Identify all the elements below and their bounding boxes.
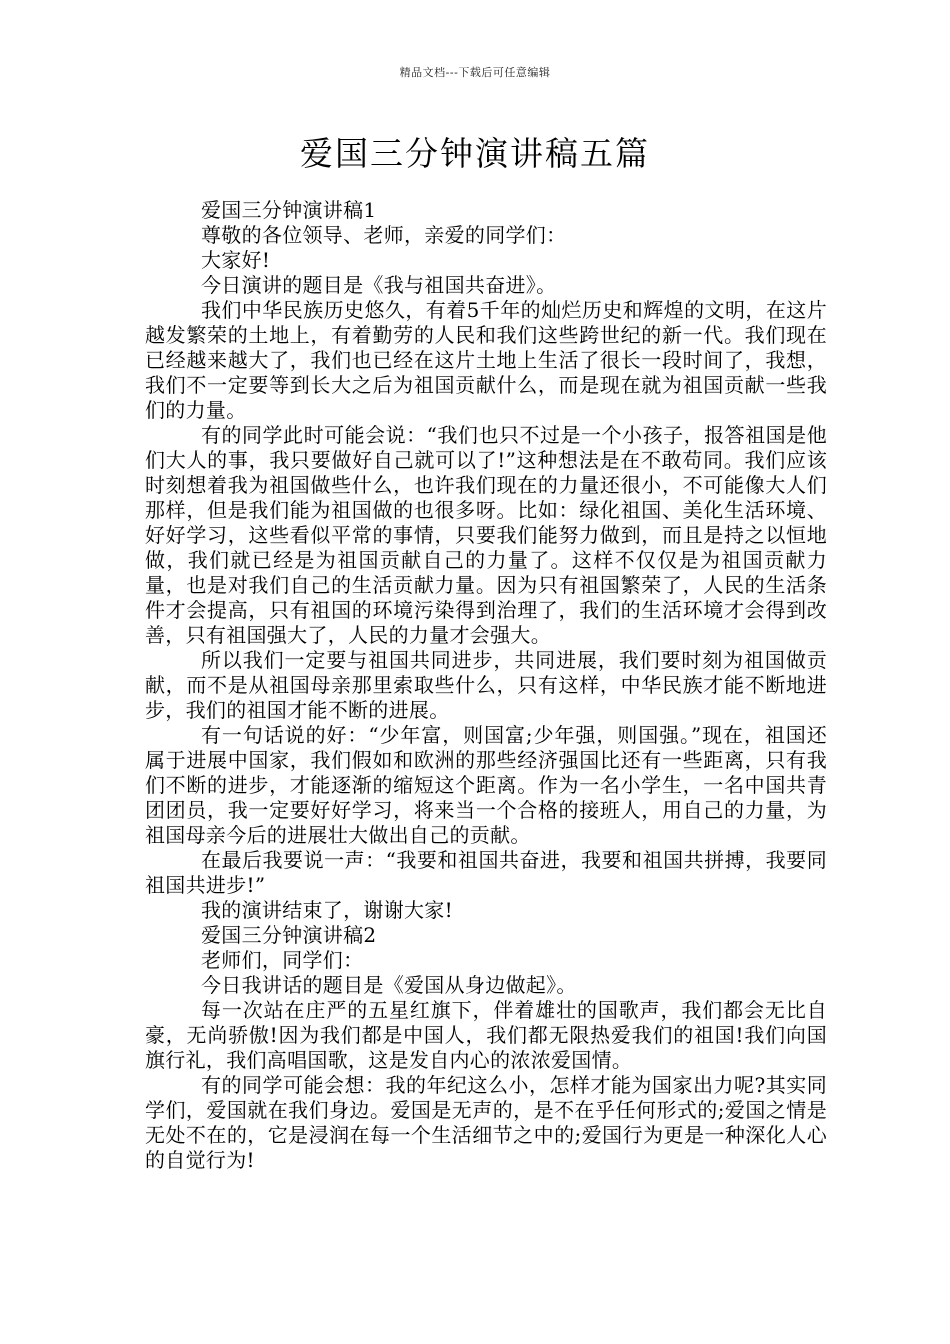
speech-1-topic: 今日演讲的题目是《我与祖国共奋进》。	[201, 273, 557, 297]
body-paragraph: 有的同学可能会想：我的年纪这么小，怎样才能为国家出力呢?其实同学们，爱国就在我们身边。爱国是无声的，是不在乎任何形式的;爱国之情是无处不在的，它是浸润在每一个生活细节之中的;爱国行为更是一种深化人心的自觉行为!	[145, 1073, 827, 1172]
body-paragraph: 有一句话说的好：“少年富，则国富;少年强，则国强。”现在，祖国还属于进展中国家，我们假如和欧洲的那些经济强国比还有一些距离，只有我们不断的进步，才能逐渐的缩短这个距离。作为一名小学生，一名中国共青团团员，我一定要好好学习，将来当一个合格的接班人，用自己的力量，为祖国母亲今后的进展壮大做出自己的贡献。	[145, 723, 827, 847]
body-paragraph: 有的同学此时可能会说：“我们也只不过是一个小孩子，报答祖国是他们大人的事，我只要做好自己就可以了!”这种想法是在不敢苟同。我们应该时刻想着我为祖国做些什么，也许我们现在的力量还很小，不可能像大人们那样，但是我们能为祖国做的也很多呀。比如：绿化祖国、美化生活环境、好好学习，这些看似平常的事情，只要我们能努力做到，而且是持之以恒地做，我们就已经是为祖国贡献自己的力量了。这样不仅仅是为祖国贡献力量，也是对我们自己的生活贡献力量。因为只有祖国繁荣了，人民的生活条件才会提高，只有祖国的环境污染得到治理了，我们的生活环境才会得到改善，只有祖国强大了，人民的力量才会强大。	[145, 423, 827, 647]
speech-2-heading: 爱国三分钟演讲稿2	[201, 923, 377, 947]
body-paragraph: 所以我们一定要与祖国共同进步，共同进展，我们要时刻为祖国做贡献，而不是从祖国母亲那里索取些什么，只有这样，中华民族才能不断地进步，我们的祖国才能不断的进展。	[145, 648, 827, 722]
body-paragraph: 我们中华民族历史悠久，有着5千年的灿烂历史和辉煌的文明，在这片越发繁荣的土地上，有着勤劳的人民和我们这些跨世纪的新一代。我们现在已经越来越大了，我们也已经在这片土地上生活了很长一段时间了，我想，我们不一定要等到长大之后为祖国贡献什么，而是现在就为祖国贡献一些我们的力量。	[145, 298, 827, 422]
page-header-note: 精品文档---下载后可任意编辑	[399, 66, 551, 79]
speech-1-heading: 爱国三分钟演讲稿1	[201, 198, 377, 222]
document-title: 爱国三分钟演讲稿五篇	[300, 134, 650, 173]
speech-2-salutation: 老师们，同学们：	[201, 948, 364, 972]
body-paragraph: 在最后我要说一声：“我要和祖国共奋进，我要和祖国共拼搏，我要同祖国共进步!”	[145, 848, 827, 897]
speech-1-salutation: 尊敬的各位领导、老师，亲爱的同学们：	[201, 223, 567, 247]
document-body	[145, 198, 827, 1173]
speech-1-closing: 我的演讲结束了，谢谢大家!	[201, 898, 453, 922]
speech-2-topic: 今日我讲话的题目是《爱国从身边做起》。	[201, 973, 577, 997]
body-paragraph: 每一次站在庄严的五星红旗下，伴着雄壮的国歌声，我们都会无比自豪，无尚骄傲!因为我们都是中国人，我们都无限热爱我们的祖国!我们向国旗行礼，我们高唱国歌，这是发自内心的浓浓爱国情。	[145, 998, 827, 1072]
speech-1-greeting: 大家好!	[201, 248, 271, 272]
